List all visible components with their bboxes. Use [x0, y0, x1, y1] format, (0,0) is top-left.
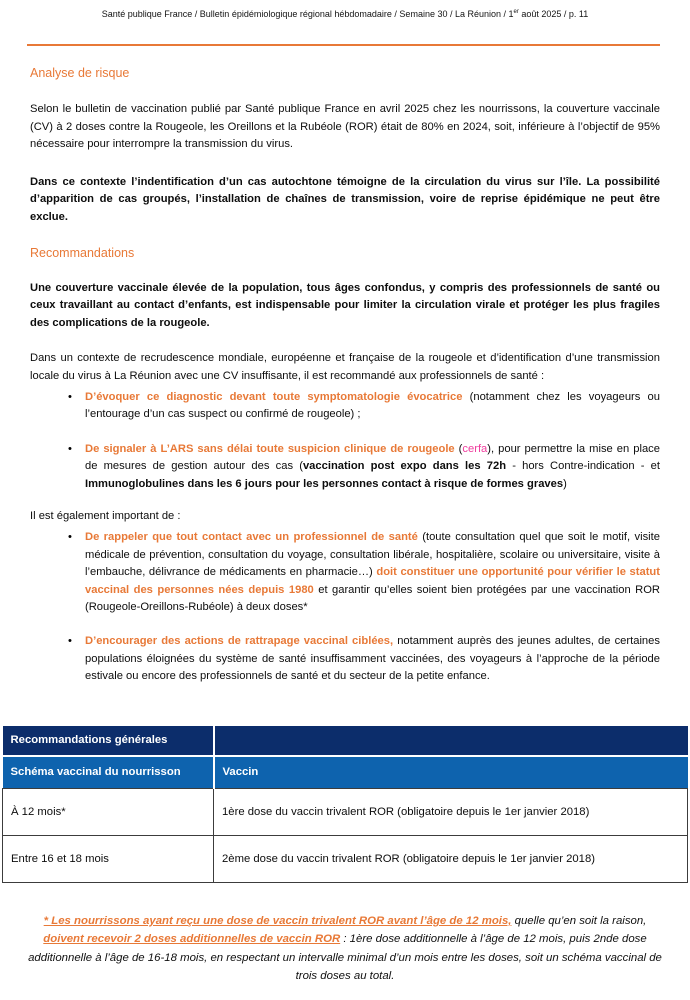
bullet-list-important — [30, 529, 660, 686]
cell-vaccin-2eme-dose: 2ème dose du vaccin trivalent ROR (obligatoire depuis le 1er janvier 2018) — [214, 835, 688, 882]
text-run: D’encourager des actions de rattrapage vaccinal ciblées, — [85, 635, 394, 648]
text-run: De signaler à L’ARS sans délai toute suspicion clinique de rougeole — [85, 442, 455, 455]
text-run: notamment auprès des jeunes adultes, de certaines populations éloignées du système de santé insuffisamment vaccinées, des voyageurs à l’approche de la période estivale ou encore des professionnels de santé et du secteur de la petite enfance. — [85, 635, 660, 683]
text-run: ( — [454, 442, 463, 455]
paragraph-recrudescence — [30, 350, 660, 385]
table-title-empty-cell — [214, 726, 688, 756]
text-run: Dans un contexte de recrudescence mondiale, européenne et française de la rougeole et d’identification d’une transmission locale du virus à La Réunion avec une CV insuffisante, il est recommandé aux professionnels de santé : — [30, 352, 660, 382]
text-run: - hors Contre-indication - et — [506, 460, 660, 473]
table-row-16-18-mois — [3, 835, 688, 882]
paragraph-contexte-autochtone — [30, 174, 660, 227]
section-title-recommandations: Recommandations — [30, 245, 135, 260]
paragraph-egalement-important — [30, 508, 660, 526]
doc-header — [0, 0, 690, 20]
text-run: vaccination post expo dans les 72h — [302, 460, 507, 473]
bullet-item-evoquer-diagnostic — [30, 389, 660, 424]
text-run: : 1ère dose additionnelle à l’âge de 12 mois, puis 2nde dose additionnelle à l’âge de 16-18 mois, en respectant un intervalle minimal d’un mois entre les doses, soit un schéma vaccinal de trois doses au total. — [28, 933, 662, 983]
bullet-item-rappeler-contact — [30, 529, 660, 617]
bullet-list-professionnels — [30, 389, 660, 494]
col-header-vaccin: Vaccin — [214, 756, 688, 789]
cell-vaccin-1ere-dose: 1ère dose du vaccin trivalent ROR (obligatoire depuis le 1er janvier 2018) — [214, 788, 688, 835]
accent-rule — [27, 44, 660, 46]
text-run: doivent recevoir 2 doses additionnelles de vaccin ROR — [43, 933, 341, 946]
text-run: Dans ce contexte l’indentification d’un cas autochtone témoigne de la circulation du virus sur l’île. La possibilité d’apparition de cas groupés, l’installation de chaînes de transmission, voire de reprise épidémique ne peut être exclue. — [30, 175, 660, 223]
text-run: * Les nourrissons ayant reçu une dose de vaccin trivalent ROR avant l’âge de 12 mois, — [43, 914, 512, 927]
text-run: Immunoglobulines dans les 6 jours pour les personnes contact à risque de formes graves — [85, 477, 564, 490]
text-run: ) — [563, 477, 567, 490]
text-run: De rappeler que tout contact avec un professionnel de santé — [85, 531, 418, 544]
cell-schema-16-18-mois: Entre 16 et 18 mois — [3, 835, 214, 882]
text-run: Santé publique France / Bulletin épidémiologique régional hébdomadaire / Semaine 30 / La Réunion / 1 — [101, 9, 514, 19]
text-run: (toute consultation quel que soit le motif, visite médicale de prévention, consultation du voyage, consultation libérale, hospitalière, scolaire ou universitaire, visite à l’embauche, délivrance de médicaments en pharmacie…) — [85, 531, 660, 579]
table-header-row — [3, 756, 688, 789]
table-title-cell: Recommandations générales — [3, 726, 214, 756]
text-run: quelle qu’en soit la raison, — [511, 914, 647, 927]
text-run: er — [513, 9, 519, 15]
bullet-item-encourager-rattrapage — [30, 633, 660, 686]
recommandations-table — [2, 726, 688, 883]
paragraph-population — [30, 280, 660, 333]
text-run: (notamment chez les voyageurs ou l’entourage d’un cas suspect ou confirmé de rougeole) ; — [85, 390, 660, 421]
text-run: ), pour permettre la mise en place de mesures de gestion autour des cas ( — [85, 442, 660, 473]
table-title-row — [3, 726, 688, 756]
cell-schema-12-mois: À 12 mois* — [3, 788, 214, 835]
paragraph-couverture-vaccinale — [30, 101, 660, 154]
text-run: D’évoquer ce diagnostic devant toute symptomatologie évocatrice — [85, 390, 463, 403]
text-run: Il est également important de : — [30, 509, 181, 522]
cerfa-link[interactable]: cerfa — [462, 442, 488, 455]
text-run: août 2025 / p. 11 — [518, 9, 589, 19]
text-run: et garantir qu’elles soient bien protégées par une vaccination ROR (Rougeole-Oreillons-Rubéole) à deux doses* — [85, 583, 660, 614]
footnote-doses-additionnelles — [24, 912, 666, 986]
text-run: Selon le bulletin de vaccination publié par Santé publique France en avril 2025 chez les nourrissons, la couverture vaccinale (CV) à 2 doses contre la Rougeole, les Oreillons et la Rubéole (ROR) était de 80% en 2024, soit, inférieure à l’objectif de 95% nécessaire pour interrompre la transmission du virus. — [30, 103, 660, 151]
col-header-schema-vaccinal: Schéma vaccinal du nourrisson — [3, 756, 214, 789]
bullet-item-signaler-ars — [30, 441, 660, 494]
text-run: Une couverture vaccinale élevée de la population, tous âges confondus, y compris des professionnels de santé ou ceux travaillant au contact d’enfants, est indispensable pour limiter la circulation virale et protéger les plus fragiles des complications de la rougeole. — [30, 281, 660, 329]
section-title-analyse-de-risque: Analyse de risque — [30, 66, 130, 80]
table-row-12-mois — [3, 788, 688, 835]
text-run: doit constituer une opportunité pour vérifier le statut vaccinal des personnes nées depuis 1980 — [85, 566, 660, 596]
